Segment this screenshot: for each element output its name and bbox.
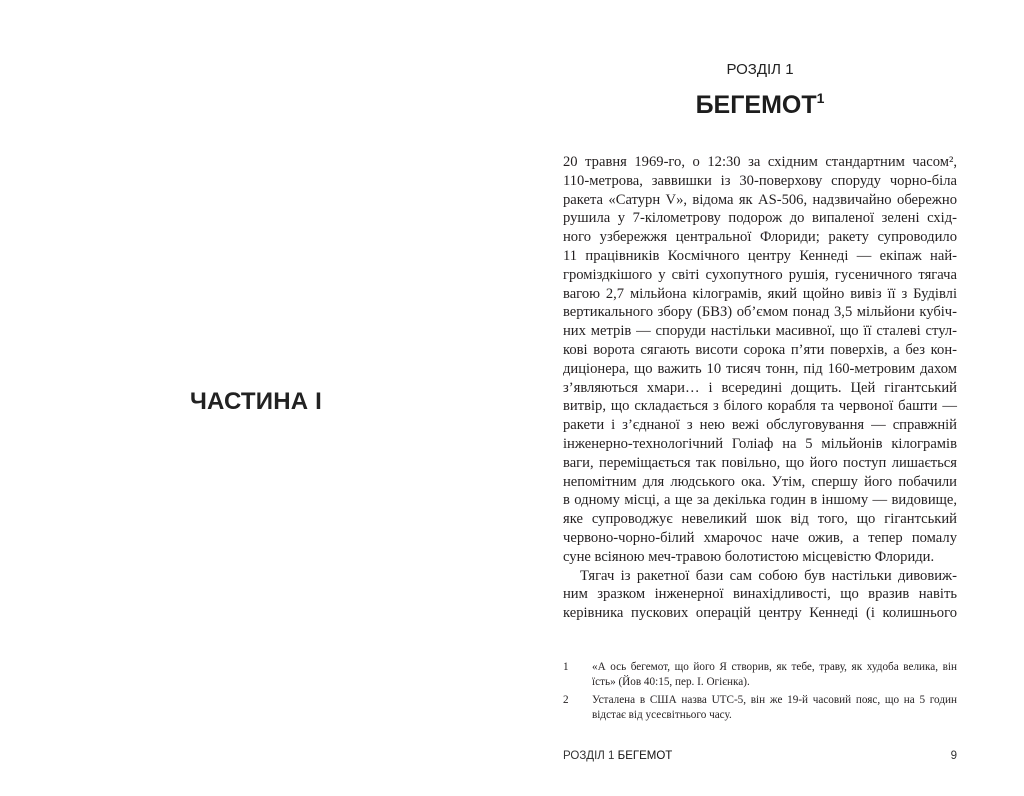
footnote-text: «А ось бегемот, що його Я створив, як тебе, траву, як худоба велика, він їсть» (Йов 40:15, пер. І. Огієнка).	[592, 661, 957, 688]
body-line: 110-метрова, заввишки із 30-поверхову споруду чорно-біла	[563, 172, 957, 189]
body-line: інженерно-технологічний Голіаф на 5 мільйонів кілограмів	[563, 435, 957, 452]
chapter-title	[620, 91, 900, 120]
running-footer	[563, 750, 672, 762]
body-line: громіздкішого у світі сухопутного рушія, гусеничного тягача	[563, 266, 957, 283]
body-line: кові ворота сягають висоти сорока п’яти поверхів, а без кон-	[563, 341, 957, 358]
body-line: ракети і з’єднаної з нею вежі обслуговування — справжній	[563, 417, 957, 434]
running-title: БЕГЕМОТ	[617, 750, 673, 762]
body-line: Тягач із ракетної бази сам собою був настільки дивовиж-	[580, 567, 957, 584]
part-title: ЧАСТИНА І	[189, 388, 323, 415]
body-text	[563, 153, 957, 623]
footnote	[563, 660, 957, 689]
body-line: яке супроводжує невеликий шок від того, що гігантський	[563, 511, 957, 528]
body-line: 20 травня 1969-го, о 12:30 за східним стандартним часом²,	[563, 154, 957, 170]
footnote-number: 2	[563, 694, 569, 706]
body-line: керівника пускових операцій центру Кеннеді (і колишнього	[563, 605, 957, 622]
body-line: витвір, що складається з білого корабля та червоної башти —	[563, 398, 957, 415]
body-line: ного узбережжя центральної Флориди; ракету супроводило	[563, 229, 957, 246]
running-label: РОЗДІЛ 1	[563, 750, 615, 762]
body-line: ваги, переміщається так повільно, що його поступ лишається	[563, 454, 957, 471]
footnote-ref: 1	[816, 90, 825, 106]
footnotes	[563, 660, 957, 726]
body-line: 11 працівників Космічного центру Кеннеді — екіпаж най-	[563, 247, 957, 264]
body-line: вагою 2,7 мільйона кілограмів, який щойно вивіз її з Будівлі	[563, 285, 957, 302]
footnote-text: Усталена в США назва UTC-5, він же 19-й часовий пояс, що на 5 годин відстає від усесвітнього часу.	[592, 694, 957, 721]
chapter-title-text: БЕГЕМОТ	[695, 91, 817, 119]
body-line: них метрів — споруди настільки масивної, що її сталеві стул-	[563, 323, 957, 340]
body-line: диціонера, що важить 10 тисяч тонн, під 160-метровим дахом	[563, 360, 957, 377]
footnote-number: 1	[563, 661, 569, 673]
body-line: червоно-чорно-білий хмарочос наче ожив, а тепер помалу	[563, 529, 957, 546]
body-line: непомітним для людського ока. Утім, спершу його побачили	[563, 473, 957, 490]
body-line: в одному місці, а ще за декілька годин в іншому — видовище,	[563, 492, 957, 509]
body-line: суне всіяною меч-травою болотистою місцевістю Флориди.	[563, 548, 935, 565]
footnote	[563, 693, 957, 722]
body-line: вертикального збору (БВЗ) об’ємом понад 3,5 мільйони кубіч-	[563, 304, 957, 321]
page-number: 9	[950, 750, 957, 762]
body-line: ним зразком інженерної винахідливості, що вразив навіть	[563, 586, 957, 603]
chapter-label: РОЗДІЛ 1	[726, 61, 794, 78]
body-line: рушила у 7-кілометрову подорож до випаленої зелені схід-	[563, 210, 957, 227]
body-line: з’являються хмари… і всередині дощить. Цей гігантський	[563, 379, 957, 396]
body-line: ракета «Сатурн V», відома як AS-506, надзвичайно обережно	[563, 191, 957, 208]
